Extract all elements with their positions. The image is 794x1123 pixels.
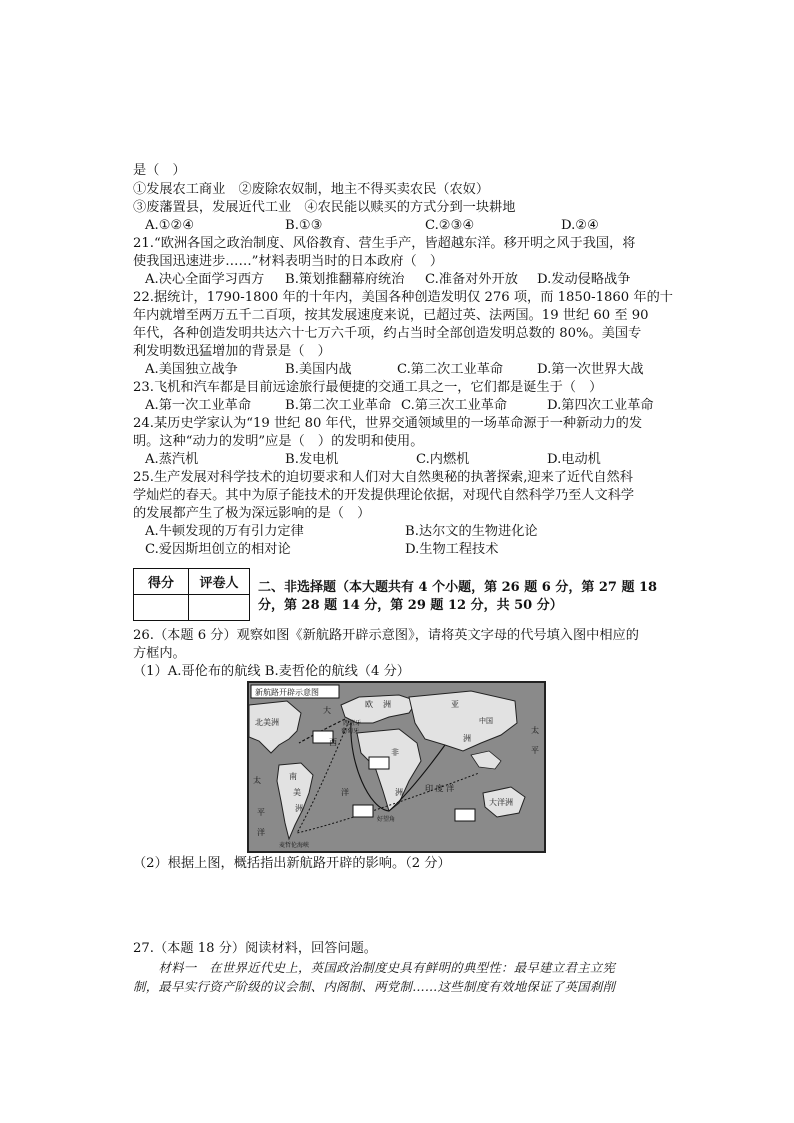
option-d[interactable]: D.②④ [561,218,599,233]
q22-stem-line1: 22.据统计，1790-1800 年的十年内，美国各种创造发明仅 276 项，而 1850-1860 年的十 [133,290,673,305]
option-c[interactable]: C.爱因斯坦创立的相对论 [145,542,291,557]
grader-header: 评卷人 [189,569,250,595]
option-d[interactable]: D.第一次世界大战 [537,362,644,377]
north-america-shape [249,701,301,753]
map-label: 亚 [451,700,459,709]
map-label: 南 [289,772,297,781]
q26-subq2: （2）根据上图，概括指出新航路开辟的影响。（2 分） [133,856,451,871]
map-label: 美 [293,788,301,797]
map-label: 印 度 洋 [425,784,455,793]
map-canvas [249,683,544,851]
map-label: 太 [531,726,539,735]
map-label: 西 [329,738,337,747]
map-label: 大洋洲 [489,798,513,807]
q22-stem-line2: 年内就增至两万五千二百项，按其发展速度来说，已超过英、法两国。19 世纪 60 至 90 [133,308,649,323]
option-a[interactable]: A.①②④ [145,218,195,233]
map-label: 洲 [295,804,303,813]
map-label: 平 [257,808,265,817]
q21-stem-line1: 21.“欧洲各国之政治制度、风俗教育、营生手产，皆超越东洋。移开明之风于我国，将 [133,236,636,251]
section-two-heading-line2: 分，第 28 题 14 分，第 29 题 12 分，共 50 分） [258,598,563,613]
option-b[interactable]: B.达尔文的生物进化论 [405,524,538,539]
map-label: 洋 [341,788,349,797]
option-d[interactable]: D.电动机 [547,452,601,467]
map-label: 欧 [365,700,373,709]
q20-stem-end: 是（ ） [133,163,186,178]
option-a[interactable]: A.蒸汽机 [145,452,199,467]
map-label: 洲 [395,788,403,797]
score-header: 得分 [134,569,189,595]
map-label: 洋 [257,828,265,837]
new-sea-routes-map [247,681,546,853]
option-c[interactable]: C.②③④ [425,218,475,233]
option-a[interactable]: A.牛顿发现的万有引力定律 [145,524,304,539]
q27-material1-line2: 制，最早实行资产阶级的议会制、内阁制、两党制……这些制度有效地保证了英国刹削 [133,979,616,994]
map-label: 平 [531,746,539,755]
section-two-heading-line1: 二、非选择题（本大题共有 4 个小题，第 26 题 6 分，第 27 题 18 [258,580,658,595]
map-label: 麦哲伦海峡 [279,842,310,849]
option-c[interactable]: C.第三次工业革命 [401,398,508,413]
q25-stem-line3: 的发展都产生了极为深远影响的是（ ） [133,506,371,521]
map-label: 好望角 [377,816,396,823]
option-d[interactable]: D.发动侵略战争 [537,272,631,287]
option-d[interactable]: D.生物工程技术 [405,542,499,557]
map-label: 中国 [479,717,493,725]
q26-stem-line2: 方框内。 [133,646,186,661]
q23-stem-line1: 23.飞机和汽车都是目前远途旅行最便捷的交通工具之一，它们都是诞生于（ ） [133,380,603,395]
option-c[interactable]: C.准备对外开放 [425,272,518,287]
option-a[interactable]: A.第一次工业革命 [145,398,252,413]
q21-stem-line2: 使我国迅速进步……”材料表明当时的日本政府（ ） [133,254,444,269]
map-label: 北美洲 [255,718,279,727]
score-table [133,568,250,621]
q25-stem-line2: 学灿烂的春天。其中为原子能技术的开发提供理论依据，对现代自然科学乃至人文科学 [133,488,635,503]
q27-stem: 27.（本题 18 分）阅读材料，回答问题。 [133,941,377,956]
option-b[interactable]: B.发电机 [285,452,339,467]
europe-shape [341,695,417,723]
map-label: 洲 [463,734,471,743]
q27-material1-line1: 材料一 在世界近代史上，英国政治制度史具有鲜明的典型性：最早建立君主立宪 [133,960,616,975]
map-label: 太 [253,776,261,785]
map-title: 新航路开辟示意图 [255,688,319,697]
option-c[interactable]: C.第二次工业革命 [397,362,504,377]
q20-items-line1: ①发展农工商业 ②废除农奴制，地主不得买卖农民（农奴） [133,182,490,197]
q20-items-line2: ③废藩置县，发展近代工业 ④农民能以赎买的方式分到一块耕地 [133,200,516,215]
q24-stem-line1: 24.某历史学家认为“19 世纪 80 年代，世界交通领域里的一场革命源于一种新动力的发 [133,416,643,431]
answer-box-2 [369,757,389,769]
q22-stem-line4: 利发明数迅猛增加的背景是（ ） [133,344,331,359]
q25-stem-line1: 25.生产发展对科学技术的迫切要求和人们对大自然奥秘的执著探索,迎来了近代自然科 [133,470,633,485]
option-b[interactable]: B.美国内战 [285,362,352,377]
q22-stem-line3: 年代，各种创造发明共达六十七万六千项，约占当时全部创造发明总数的 80%。美国专 [133,326,642,341]
q24-stem-line2: 明。这种“动力的发明”应是（ ）的发明和使用。 [133,434,424,449]
q26-subq1: （1）A.哥伦布的航线 B.麦哲伦的航线（4 分） [133,664,410,679]
map-label: 西班牙 [343,720,362,727]
option-b[interactable]: B.策划推翻幕府统治 [285,272,405,287]
grader-cell[interactable] [189,595,250,621]
option-d[interactable]: D.第四次工业革命 [547,398,654,413]
answer-box-4 [455,809,475,821]
answer-box-3 [353,805,373,817]
q26-stem-line1: 26.（本题 6 分）观察如图《新航路开辟示意图》，请将英文字母的代号填入图中相应的 [133,628,639,643]
africa-shape [357,729,421,811]
islands-shape [471,751,501,769]
map-label: 非 [391,748,399,757]
option-b[interactable]: B.第二次工业革命 [285,398,392,413]
map-label: 大 [323,706,331,715]
option-a[interactable]: A.美国独立战争 [145,362,238,377]
option-a[interactable]: A.决心全面学习西方 [145,272,265,287]
score-cell[interactable] [134,595,189,621]
map-label: 葡萄牙 [341,728,360,735]
map-label: 洲 [383,700,391,709]
option-b[interactable]: B.①③ [285,218,323,233]
option-c[interactable]: C.内燃机 [416,452,470,467]
